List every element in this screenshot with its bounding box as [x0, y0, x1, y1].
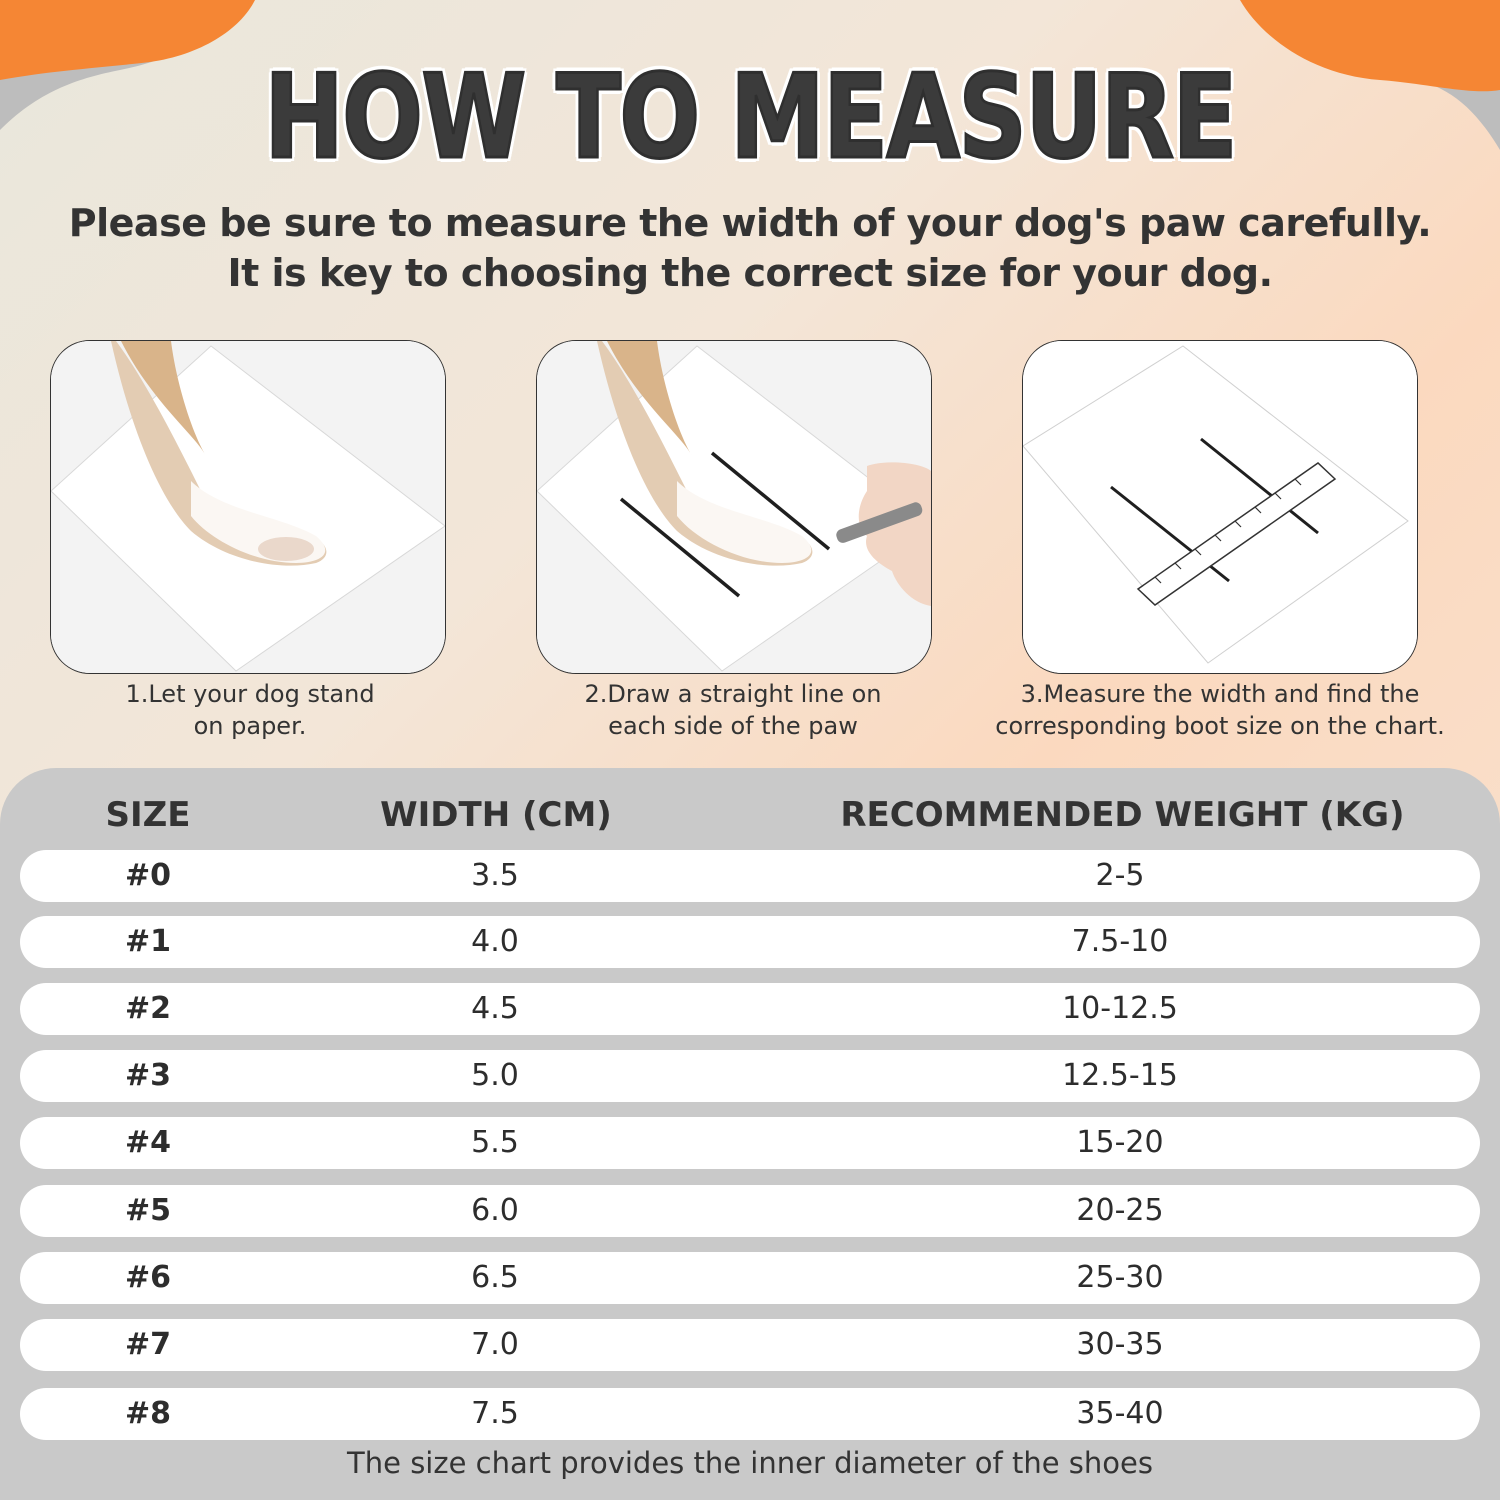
- step-2-image: [536, 340, 932, 674]
- width-cell: 6.5: [471, 1260, 519, 1295]
- width-cell: 3.5: [471, 858, 519, 893]
- header-weight: RECOMMENDED WEIGHT (KG): [840, 795, 1405, 835]
- weight-cell: 25-30: [1076, 1260, 1164, 1295]
- weight-cell: 10-12.5: [1062, 991, 1178, 1026]
- page-title: HOW TO MEASURE: [264, 50, 1236, 185]
- table-row: [20, 1319, 1480, 1371]
- paw-on-paper-illustration: [51, 341, 445, 673]
- table-row: [20, 1050, 1480, 1102]
- step-2-caption-line-2: each side of the paw: [608, 712, 858, 740]
- footnote: The size chart provides the inner diameter of the shoes: [347, 1446, 1153, 1480]
- step-3-caption-line-1: 3.Measure the width and find the: [1020, 680, 1420, 708]
- width-cell: 4.0: [471, 924, 519, 959]
- step-3-image: [1022, 340, 1418, 674]
- size-cell: #7: [124, 1327, 171, 1362]
- step-1-image: [50, 340, 446, 674]
- table-row: [20, 1185, 1480, 1237]
- size-cell: #4: [124, 1125, 171, 1160]
- weight-cell: 35-40: [1076, 1396, 1164, 1431]
- instructions-subtitle: [0, 198, 1500, 298]
- header-size: SIZE: [105, 795, 191, 835]
- size-cell: #8: [124, 1396, 171, 1431]
- measure-with-ruler-illustration: [1023, 341, 1417, 673]
- step-1-caption-line-1: 1.Let your dog stand: [125, 680, 375, 708]
- step-2-caption: [483, 678, 983, 742]
- header-width: WIDTH (CM): [380, 795, 612, 835]
- weight-cell: 2-5: [1095, 858, 1145, 893]
- table-row: [20, 1252, 1480, 1304]
- table-row: [20, 983, 1480, 1035]
- weight-cell: 20-25: [1076, 1193, 1164, 1228]
- step-1-caption: [0, 678, 500, 742]
- subtitle-line-2: It is key to choosing the correct size for your dog.: [227, 251, 1273, 295]
- width-cell: 5.0: [471, 1058, 519, 1093]
- width-cell: 7.0: [471, 1327, 519, 1362]
- width-cell: 7.5: [471, 1396, 519, 1431]
- subtitle-line-1: Please be sure to measure the width of your dog's paw carefully.: [68, 201, 1432, 245]
- width-cell: 6.0: [471, 1193, 519, 1228]
- size-cell: #2: [124, 991, 171, 1026]
- weight-cell: 15-20: [1076, 1125, 1164, 1160]
- step-3-caption: [970, 678, 1470, 742]
- size-cell: #0: [124, 858, 171, 893]
- size-cell: #1: [124, 924, 171, 959]
- size-cell: #6: [124, 1260, 171, 1295]
- weight-cell: 7.5-10: [1071, 924, 1169, 959]
- table-row: [20, 850, 1480, 902]
- size-cell: #3: [124, 1058, 171, 1093]
- step-3-caption-line-2: corresponding boot size on the chart.: [995, 712, 1445, 740]
- size-cell: #5: [124, 1193, 171, 1228]
- width-cell: 4.5: [471, 991, 519, 1026]
- width-cell: 5.5: [471, 1125, 519, 1160]
- weight-cell: 12.5-15: [1062, 1058, 1178, 1093]
- step-1-caption-line-2: on paper.: [193, 712, 307, 740]
- table-row: [20, 1117, 1480, 1169]
- step-2-caption-line-1: 2.Draw a straight line on: [584, 680, 882, 708]
- weight-cell: 30-35: [1076, 1327, 1164, 1362]
- table-row: [20, 916, 1480, 968]
- table-row: [20, 1388, 1480, 1440]
- draw-lines-illustration: [537, 341, 931, 673]
